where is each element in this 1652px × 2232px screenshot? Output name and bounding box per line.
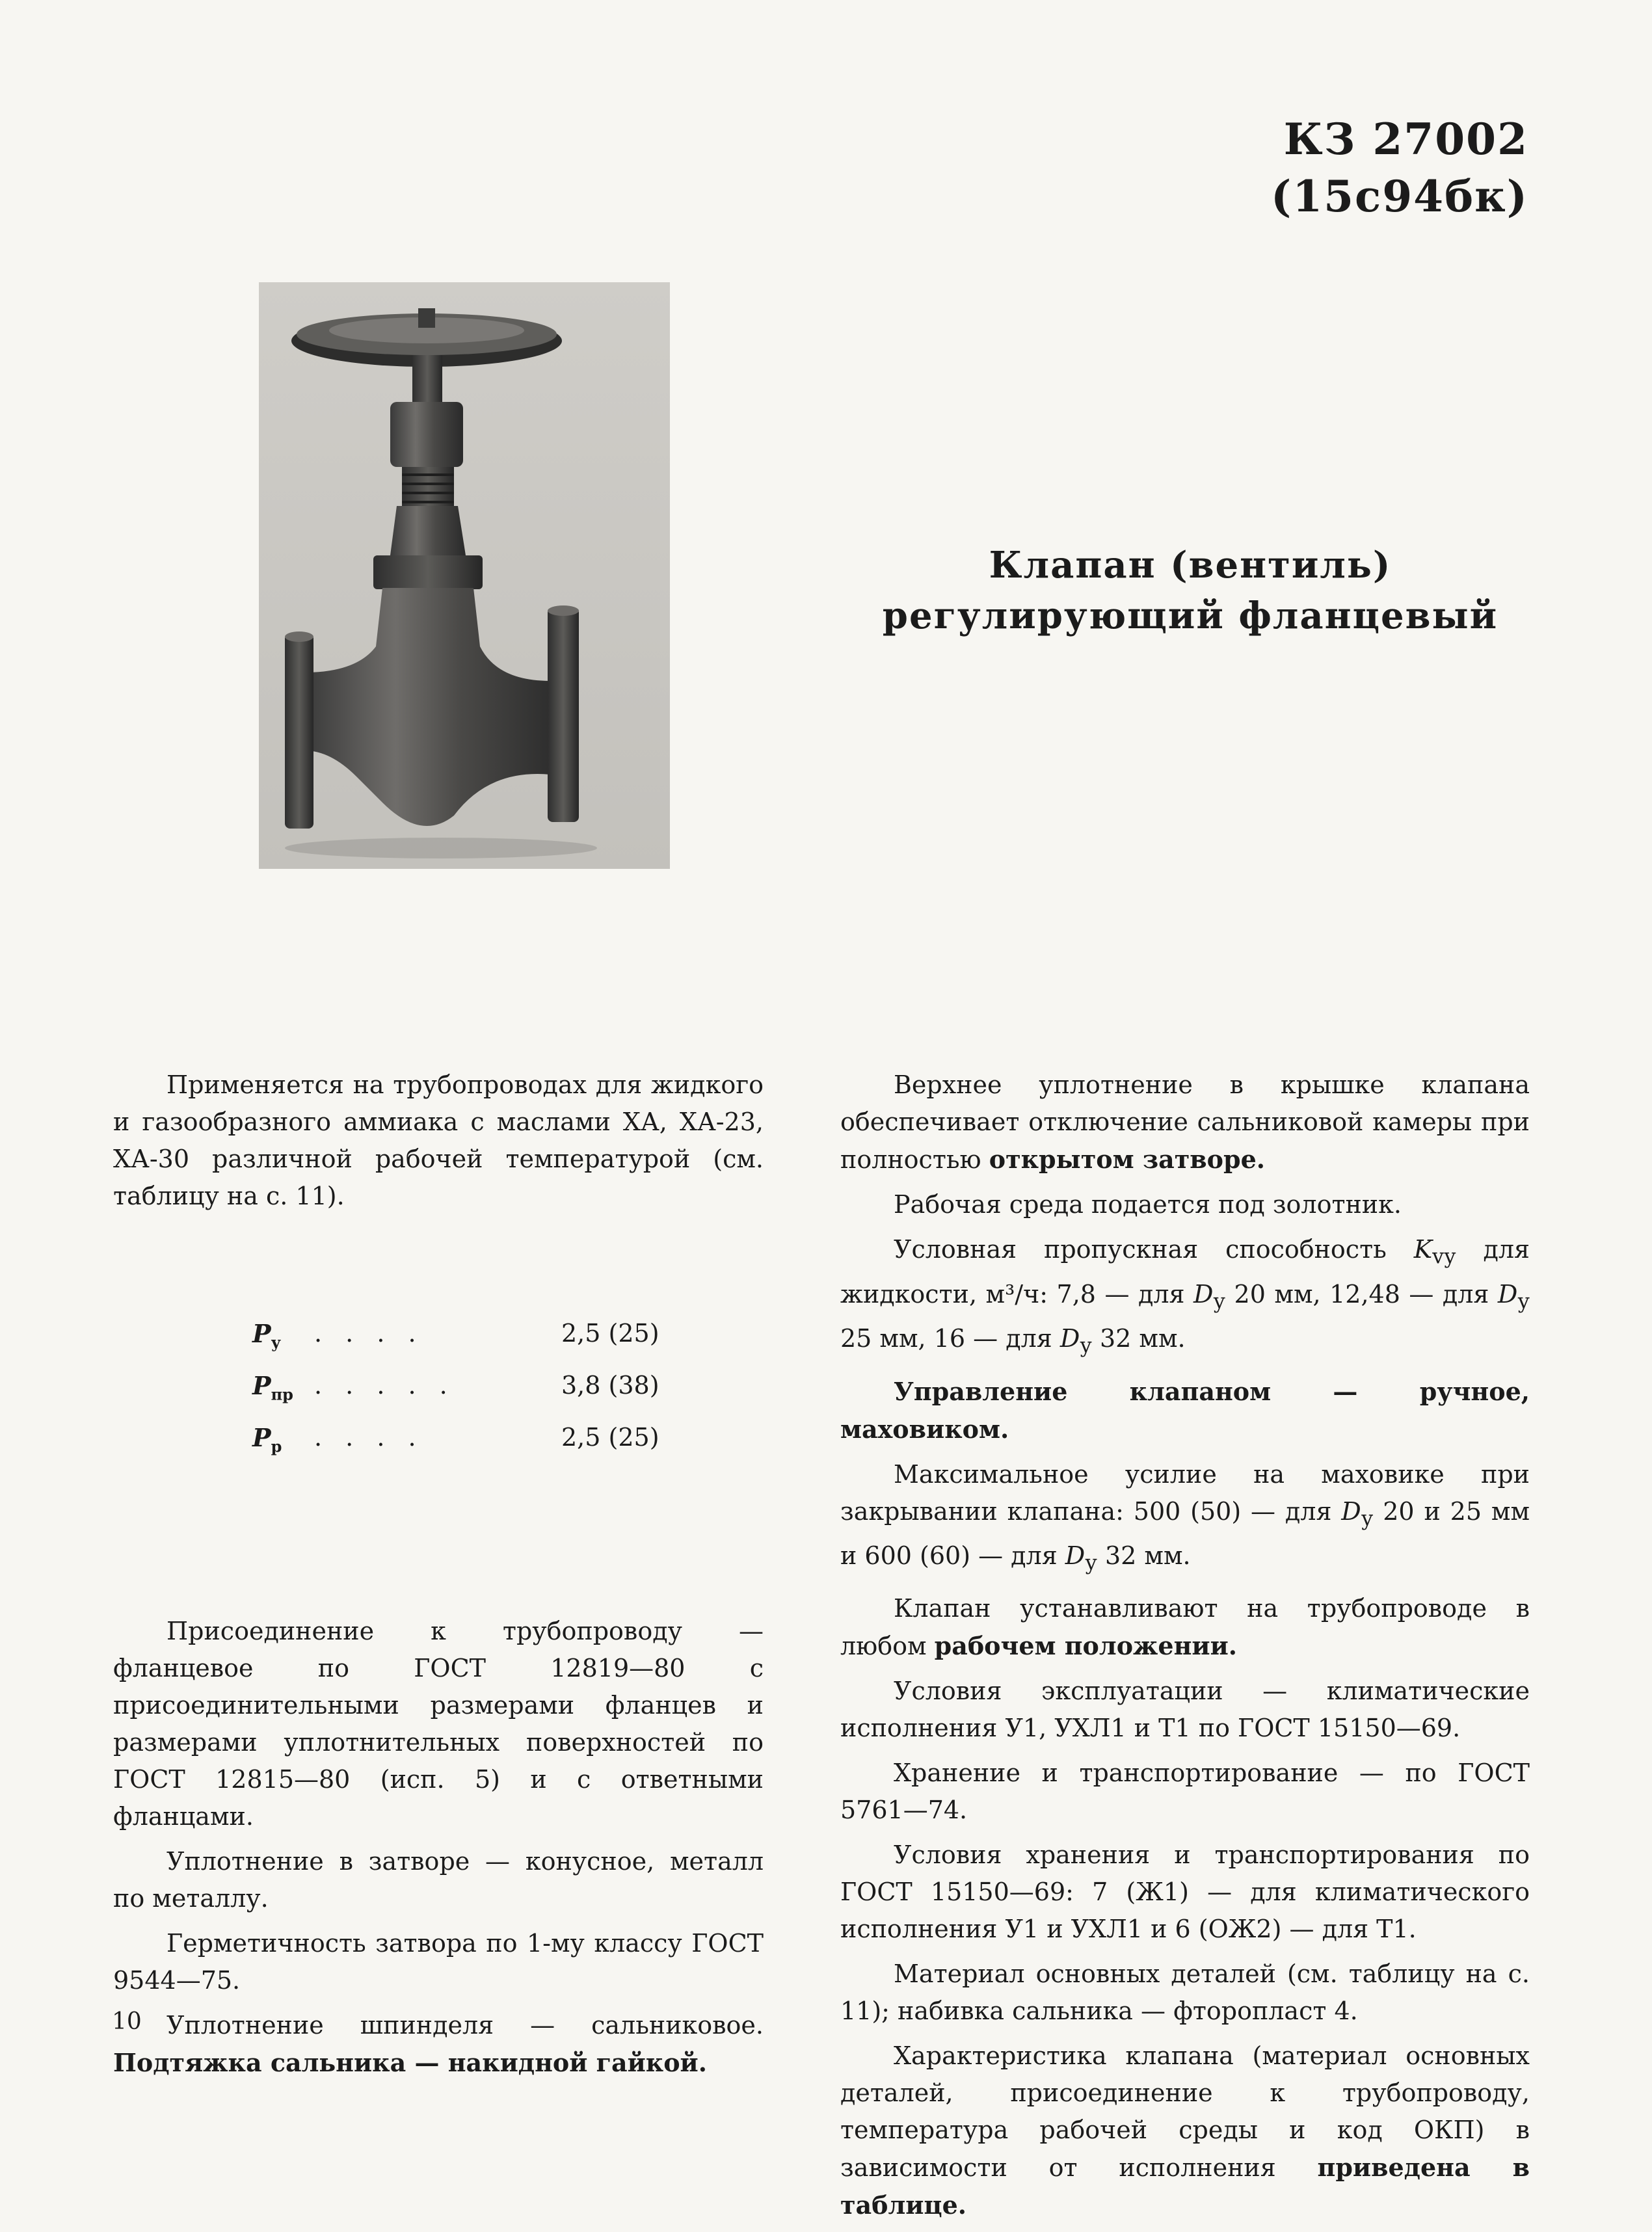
page-number: 10 [112,2008,142,2035]
catalog-code-line2: (15с94бк) [1270,171,1528,222]
seal-paragraph: Уплотнение в затворе — конусное, металл по металлу. [113,1847,764,1913]
characteristics-paragraph: Характеристика клапана (материал основных деталей, присоединение к трубопроводу, температура рабочей среды и код ОКП) в зависимости от исполнения приведена в таблице. [840,2041,1530,2220]
param-dots: . . . . [314,1423,424,1452]
pressure-parameters [252,1319,682,1475]
materials-paragraph: Материал основных деталей (см. таблицу на с. 11); набивка сальника — фторопласт 4. [840,1959,1530,2025]
valve-illustration [259,282,670,869]
param-value: 2,5 (25) [561,1319,659,1348]
storage-paragraph: Хранение и транспортирование — по ГОСТ 5761—74. [840,1758,1530,1824]
control-paragraph: Управление клапаном — ручное, маховиком. [840,1376,1530,1444]
installation-paragraph: Клапан устанавливают на трубопроводе в любом рабочем положении. [840,1593,1530,1660]
title-line2: регулирующий фланцевый [882,594,1499,637]
storage-conditions-paragraph: Условия хранения и транспортирования по ГОСТ 15150—69: 7 (Ж1) — для климатического исполнения У1 и УХЛ1 и 6 (ОЖ2) — для Т1. [840,1840,1530,1943]
param-dots: . . . . . [314,1371,455,1400]
intro-column [113,1067,764,1223]
param-row [252,1371,682,1423]
catalog-code-line1: КЗ 27002 [1283,114,1528,165]
description-column [840,1067,1530,2232]
param-row [252,1319,682,1371]
param-row [252,1423,682,1475]
param-symbol: $P_{пр}$ [252,1371,293,1404]
application-paragraph: Применяется на трубопроводах для жидкого и газообразного аммиака с маслами ХА, ХА-23, ХА-30 различной рабочей температурой (см. таблицу на с. 11). [113,1070,764,1210]
upper-seal-paragraph: Верхнее уплотнение в крышке клапана обеспечивает отключение сальниковой камеры при полностью открытом затворе. [840,1070,1530,1174]
param-value: 2,5 (25) [561,1423,659,1452]
connection-paragraph: Присоединение к трубопроводу — фланцевое по ГОСТ 12819—80 с присоединительными размерами фланцев и размерами уплотнительных поверхностей по ГОСТ 12815—80 (исп. 5) и с ответными фланцами. [113,1617,764,1831]
operation-paragraph: Условия эксплуатации — климатические исполнения У1, УХЛ1 и Т1 по ГОСТ 15150—69. [840,1676,1530,1742]
valve-photo [259,282,670,869]
medium-paragraph: Рабочая среда подается под золотник. [894,1190,1402,1219]
catalog-code [1271,111,1528,225]
tightness-paragraph: Герметичность затвора по 1-му классу ГОСТ 9544—75. [113,1929,764,1995]
param-symbol: $P_у$ [252,1319,281,1352]
title-line1: Клапан (вентиль) [989,544,1392,587]
flow-capacity-paragraph: Условная пропускная способность $K_{vу}$ для жидкости, м³/ч: 7,8 — для $D_у$ 20 мм, 12,48 — для $D_у$ 25 мм, 16 — для $D_у$ 32 мм. [840,1235,1530,1358]
page-title [839,540,1541,641]
max-force-paragraph: Максимальное усилие на маховике при закрывании клапана: 500 (50) — для $D_у$ 20 и 25 мм и 600 (60) — для $D_у$ 32 мм. [840,1459,1530,1575]
param-value: 3,8 (38) [561,1371,659,1400]
param-symbol: $P_р$ [252,1423,282,1456]
param-dots: . . . . [314,1319,424,1348]
spindle-paragraph: Уплотнение шпинделя — сальниковое. Подтяжка сальника — накидной гайкой. [113,2011,764,2077]
connection-column [113,1613,764,2090]
